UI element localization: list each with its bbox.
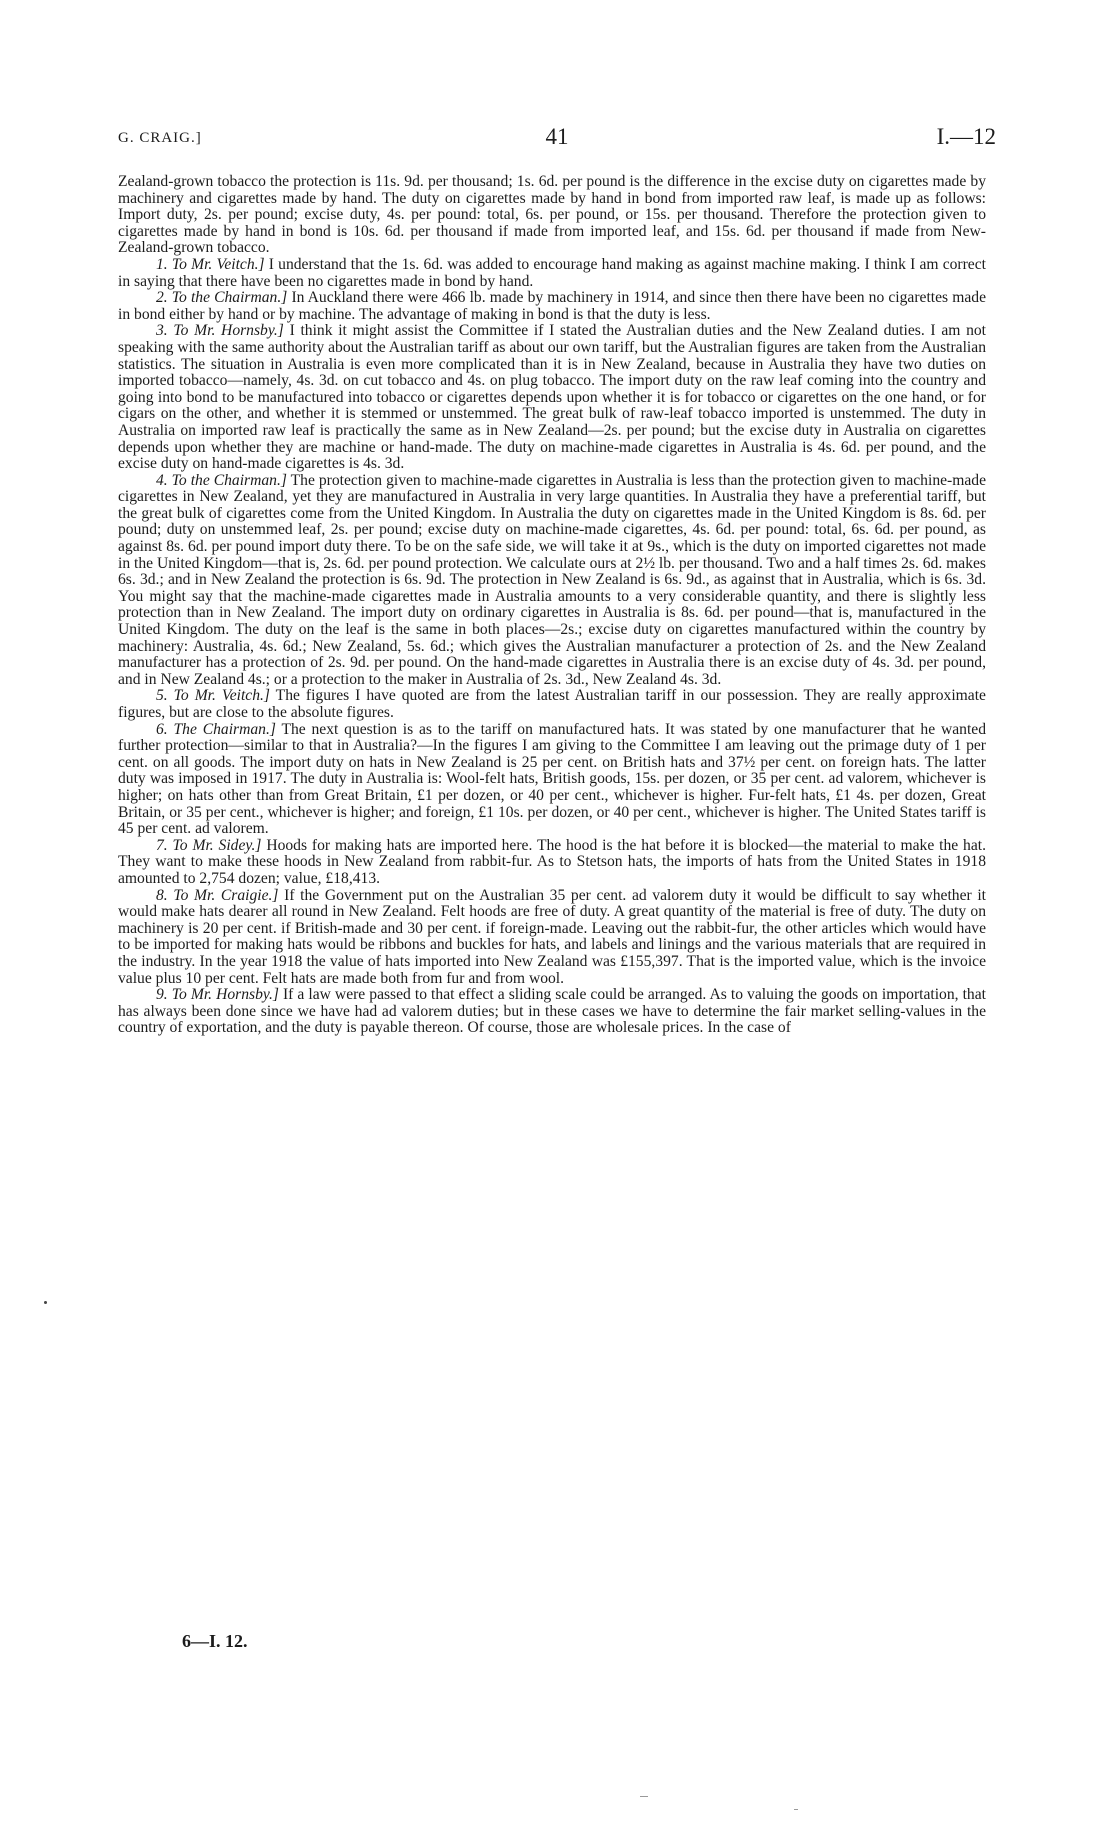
paper-reference: I.—12	[936, 124, 996, 149]
signature-mark: 6—I. 12.	[182, 1631, 248, 1651]
paragraph-text: Zealand-grown tobacco the protection is 11s. 9d. per thousand; 1s. 6d. per pound is the difference in the excise duty on cigarettes made by machinery and cigarettes made by hand. The duty on cigarettes made by hand in bond from imported raw leaf, is made up as follows: Import duty, 2s. per pound; excise duty, 4s. per pound: total, 6s. per pound, or 15s. per thousand. Therefore the protection given to cigarettes made by hand in bond is 10s. 6d. per thousand if made from imported leaf, and 15s. 6d. per thousand if made from New-Zealand-grown tobacco.	[118, 173, 986, 257]
body-text	[118, 174, 986, 1037]
paragraph	[118, 888, 986, 988]
page-number: 41	[545, 124, 569, 149]
question-reference: 7. To Mr. Sidey.]	[156, 836, 262, 854]
paragraph-text: If the Government put on the Australian 35 per cent. ad valorem duty it would be difficult to say whether it would make hats dearer all round in New Zealand. Felt hoods are free of duty. A great quantity of the material is free of duty. The duty on machinery is 20 per cent. if British-made and 30 per cent. if foreign-made. Leaving out the rabbit-fur, the other articles which would have to be imported for making hats would be ribbons and buckles for hats, and labels and linings and the various materials that are required in the industry. In the year 1918 the value of hats imported into New Zealand was £155,397. That is the imported value, which is the invoice value plus 10 per cent. Felt hats are made both from fur and from wool.	[118, 886, 986, 987]
paragraph	[118, 323, 986, 472]
paragraph-text: I understand that the 1s. 6d. was added to encourage hand making as against machine making. I think I am correct in saying that there have been no cigarettes made in bond by hand.	[118, 255, 986, 290]
question-reference: 8. To Mr. Craigie.]	[156, 886, 279, 904]
question-reference: 5. To Mr. Veitch.]	[156, 687, 270, 705]
question-reference: 6. The Chairman.]	[156, 720, 276, 738]
scan-smudge	[640, 1796, 648, 1797]
paragraph	[118, 174, 986, 257]
paragraph-text: The figures I have quoted are from the latest Australian tariff in our possession. They are really approximate figures, but are close to the absolute figures.	[118, 687, 986, 721]
paragraph	[118, 688, 986, 721]
question-reference: 2. To the Chairman.]	[156, 289, 288, 307]
question-reference: 4. To the Chairman.]	[156, 471, 287, 489]
scan-smudge	[794, 1809, 798, 1810]
paragraph	[118, 838, 986, 888]
scan-speck	[44, 1301, 47, 1304]
question-reference: 3. To Mr. Hornsby.]	[156, 322, 284, 340]
paragraph-text: Hoods for making hats are imported here. The hood is the hat before it is blocked—the material to make the hat. They want to make these hoods in New Zealand from rabbit-fur. As to Stetson hats, the imports of hats from the United States in 1918 amounted to 2,754 dozen; value, £18,413.	[118, 836, 987, 887]
question-reference: 9. To Mr. Hornsby.]	[156, 986, 279, 1004]
paragraph	[118, 473, 986, 689]
paragraph-text: The next question is as to the tariff on manufactured hats. It was stated by one manufacturer that he wanted further protection—similar to that in Australia?—In the figures I am giving to the Committee I am leaving out the primage duty of 1 per cent. on all goods. The import duty on hats in New Zealand is 25 per cent. on British hats and 37½ per cent. on foreign hats. The latter duty was imposed in 1917. The duty in Australia is: Wool-felt hats, British goods, 15s. per dozen, or 35 per cent. ad valorem, whichever is higher; on hats other than from Great Britain, £1 per dozen, or 40 per cent., whichever is higher. Fur-felt hats, £1 4s. per dozen, Great Britain, or 35 per cent., whichever is higher; and foreign, £1 10s. per dozen, or 40 per cent., whichever is higher. The United States tariff is 45 per cent. ad valorem.	[118, 720, 986, 838]
paragraph	[118, 257, 986, 290]
paragraph-text: In Auckland there were 466 lb. made by machinery in 1914, and since then there have been no cigarettes made in bond either by hand or by machine. The advantage of making in bond is that the duty is less.	[118, 289, 986, 323]
question-reference: 1. To Mr. Veitch.]	[156, 255, 265, 273]
paragraph	[118, 290, 986, 323]
paragraph-text: If a law were passed to that effect a sliding scale could be arranged. As to valuing the goods on importation, that has always been done since we have had ad valorem duties; but in these cases we have to determine the fair market selling-values in the country of exportation, and the duty is payable thereon. Of course, those are wholesale prices. In the case of	[118, 986, 986, 1037]
paragraph-text: I think it might assist the Committee if I stated the Australian duties and the New Zealand duties. I am not speaking with the same authority about the Australian tariff as about our own tariff, but the Australian figures are taken from the Australian statistics. The situation in Australia is even more complicated than it is in New Zealand, because in Australia they have two duties on imported tobacco—namely, 4s. 3d. on cut tobacco and 4s. on plug tobacco. The import duty on the raw leaf coming into the country and going into bond to be manufactured into tobacco or cigarettes depends upon whether it is for tobacco or cigarettes on the one hand, or for cigars on the other, and whether it is stemmed or unstemmed. The great bulk of raw-leaf tobacco imported is unstemmed. The duty in Australia on imported raw leaf is practically the same as in New Zealand—2s. per pound; but the excise duty in Australia on cigarettes depends upon whether they are machine or hand-made. The duty on machine-made cigarettes in Australia is 4s. 6d. per pound, and the excise duty on hand-made cigarettes is 4s. 3d.	[118, 322, 986, 473]
paragraph-text: The protection given to machine-made cigarettes in Australia is less than the protection given to machine-made cigarettes in New Zealand, yet they are manufactured in Australia in very large quantities. In Australia they have a preferential tariff, but the great bulk of cigarettes come from the United Kingdom. In Australia the duty on cigarettes made in the United Kingdom is 8s. 6d. per pound; duty on unstemmed leaf, 2s. per pound; excise duty on machine-made cigarettes, 4s. 6d. per pound: total, 6s. 6d. per pound, as against 8s. 6d. per pound import duty there. To be on the safe side, we will take it at 9s., which is the duty on imported cigarettes not made in the United Kingdom—that is, 2s. 6d. per pound protection. We calculate ours at 2½ lb. per thousand. Two and a half times 2s. 6d. makes 6s. 3d.; and in New Zealand the protection is 6s. 9d. The protection in New Zealand is 6s. 9d., as against that in Australia, which is 6s. 3d. You might say that the machine-made cigarettes made in Australia amounts to a very considerable quantity, and there is slightly less protection than in New Zealand. The import duty on ordinary cigarettes in Australia is 8s. 6d. per pound—that is, manufactured in the United Kingdom. The duty on the leaf is the same in both places—2s.; excise duty on cigarettes manufactured within the country by machinery: Australia, 4s. 6d.; New Zealand, 5s. 6d.; which gives the Australian manufacturer a protection of 2s. and the New Zealand manufacturer has a protection of 2s. 9d. per pound. On the hand-made cigarettes in Australia there is an excise duty of 4s. 3d. per pound, and in New Zealand 4s.; or a protection to the maker in Australia of 2s. 3d., New Zealand 4s. 3d.	[118, 471, 986, 688]
running-header	[118, 126, 996, 158]
witness-name: G. CRAIG.]	[118, 130, 202, 146]
paragraph	[118, 987, 986, 1037]
paragraph	[118, 722, 986, 838]
